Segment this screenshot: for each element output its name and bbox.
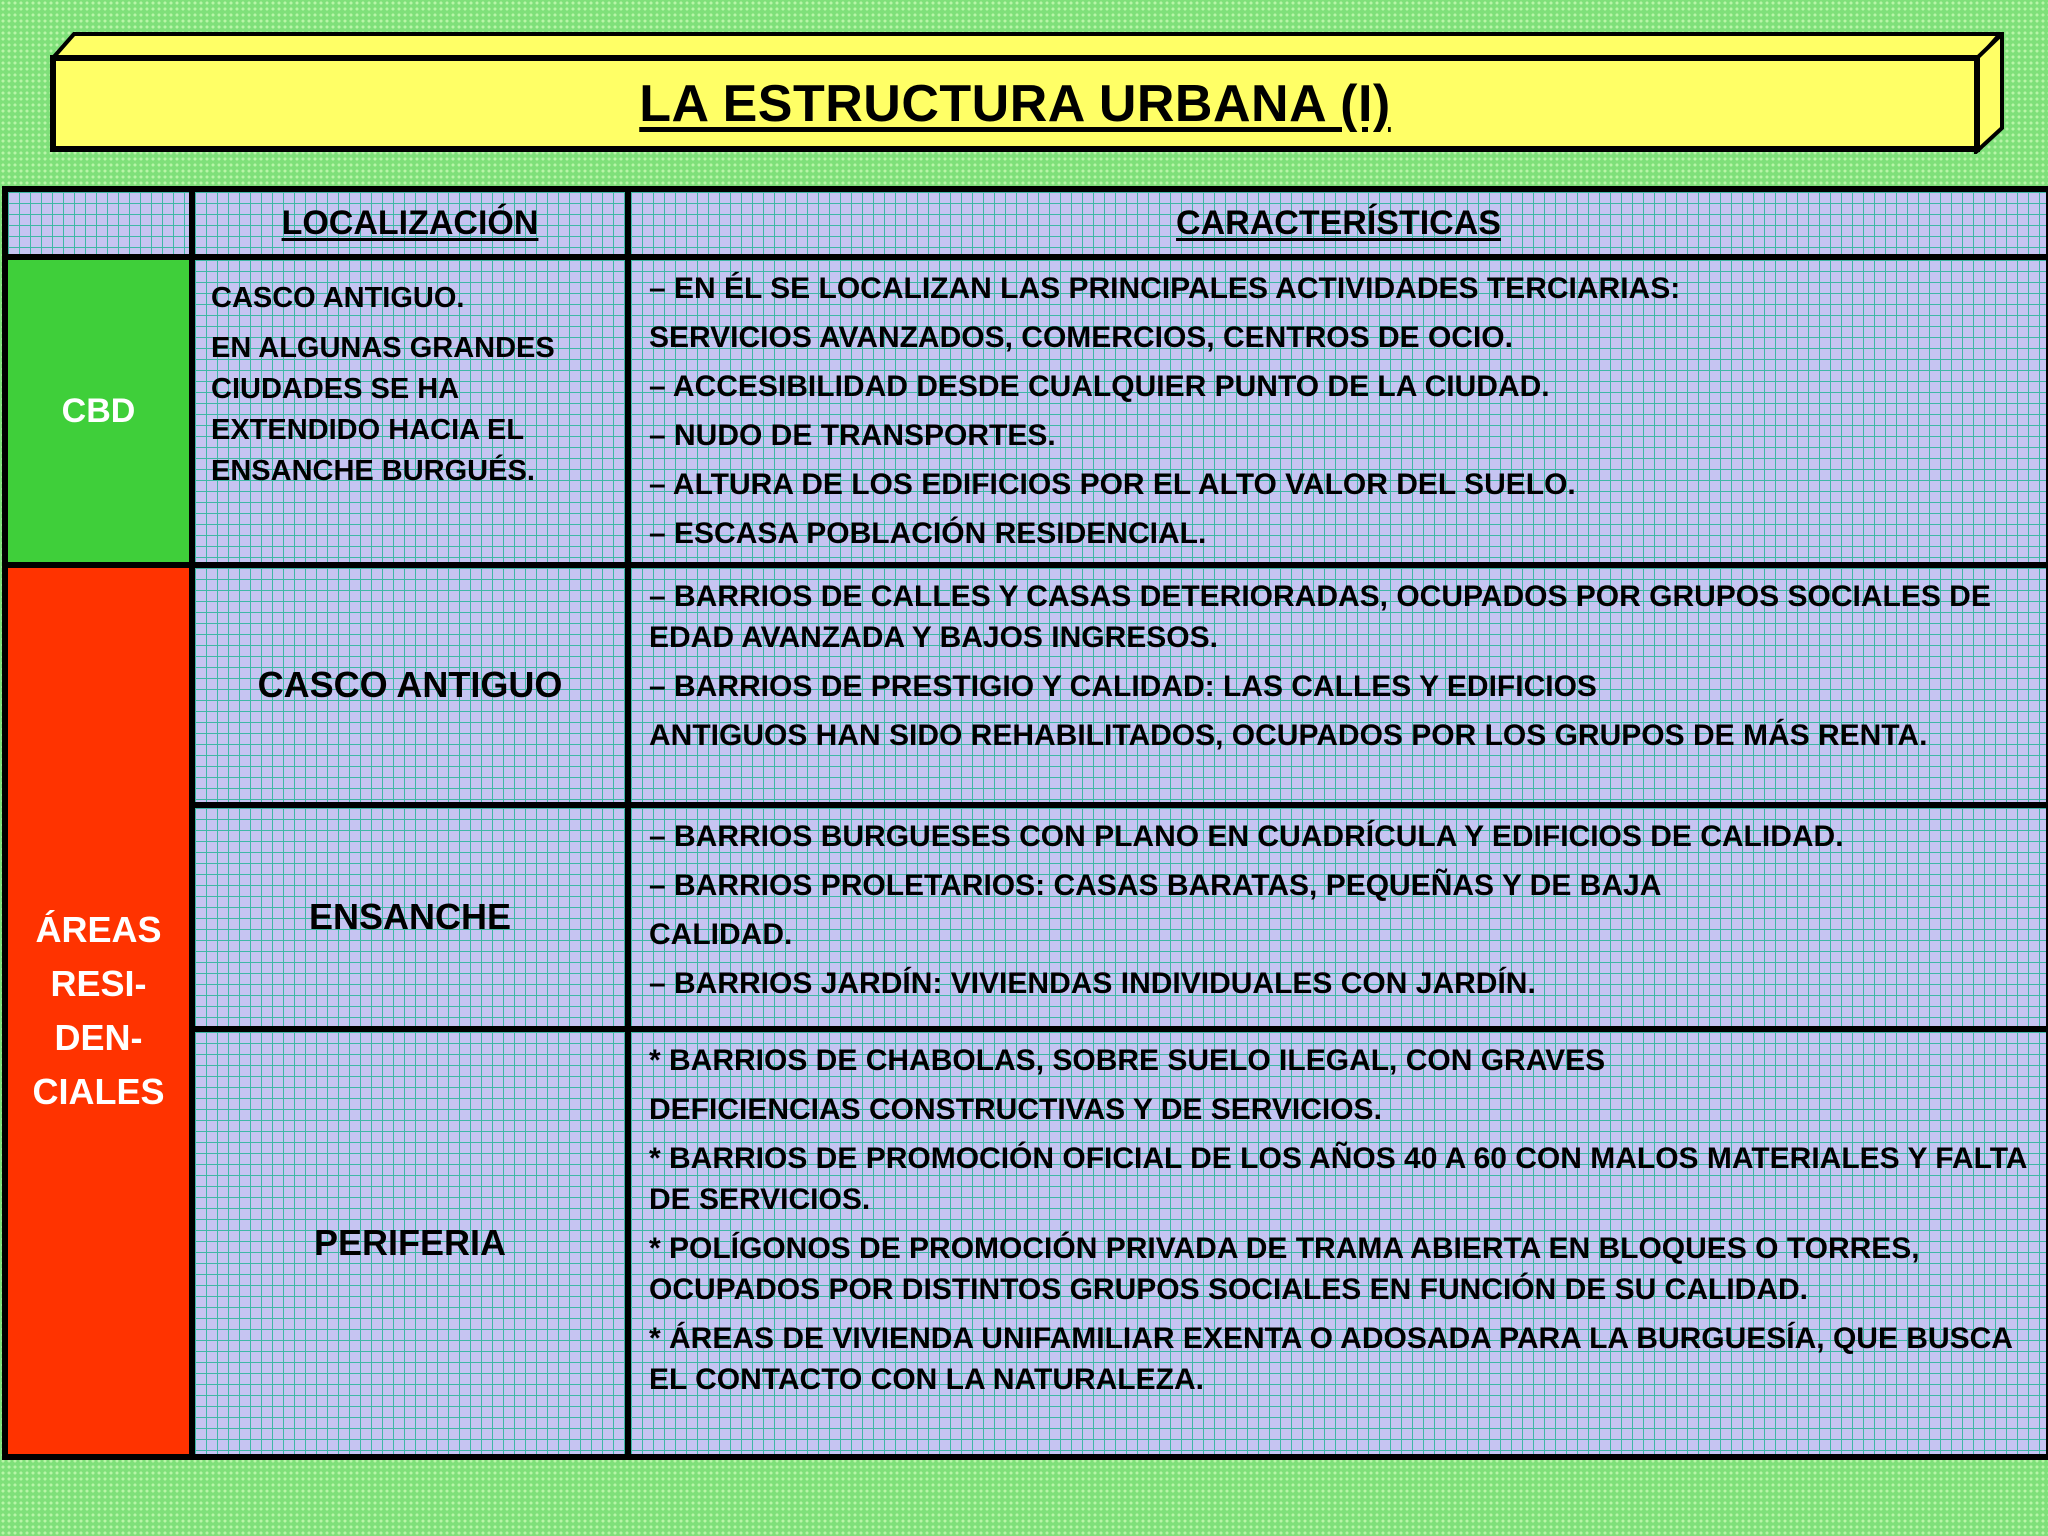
table-header-row (5, 189, 2048, 257)
header-corner-cell (5, 189, 192, 257)
characteristic-item: – EN ÉL SE LOCALIZAN LAS PRINCIPALES ACTIVIDADES TERCIARIAS: (649, 272, 1681, 305)
category-line: RESI- (50, 963, 147, 1004)
category-cbd: CBD (5, 257, 192, 565)
characteristic-item: * ÁREAS DE VIVIENDA UNIFAMILIAR EXENTA O ADOSADA PARA LA BURGUESÍA, QUE BUSCA EL CONTACTO CON LA NATURALEZA. (649, 1322, 2012, 1396)
characteristic-item: – ESCASA POBLACIÓN RESIDENCIAL. (649, 517, 1207, 550)
characteristics-casco-antiguo (628, 565, 2048, 805)
table-row-casco-antiguo (5, 565, 2048, 805)
characteristic-item: DEFICIENCIAS CONSTRUCTIVAS Y DE SERVICIOS. (649, 1093, 1382, 1126)
characteristic-item: * BARRIOS DE CHABOLAS, SOBRE SUELO ILEGAL, CON GRAVES (649, 1044, 1606, 1077)
characteristic-item: – ACCESIBILIDAD DESDE CUALQUIER PUNTO DE LA CIUDAD. (649, 370, 1550, 403)
location-periferia: PERIFERIA (192, 1029, 628, 1457)
location-casco-antiguo: CASCO ANTIGUO (192, 565, 628, 805)
page-title: LA ESTRUCTURA URBANA (I) (639, 74, 1391, 133)
category-line: CIALES (32, 1071, 165, 1112)
title-banner (50, 55, 1980, 152)
characteristics-periferia (628, 1029, 2048, 1457)
category-line: ÁREAS (35, 909, 162, 950)
header-localizacion: LOCALIZACIÓN (192, 189, 628, 257)
table-row-cbd (5, 257, 2048, 565)
location-cbd (192, 257, 628, 565)
characteristic-item: SERVICIOS AVANZADOS, COMERCIOS, CENTROS DE OCIO. (649, 321, 1513, 354)
characteristics-ensanche (628, 805, 2048, 1029)
characteristic-item: – BARRIOS PROLETARIOS: CASAS BARATAS, PEQUEÑAS Y DE BAJA (649, 869, 1662, 902)
header-caracteristicas: CARACTERÍSTICAS (628, 189, 2048, 257)
characteristic-item: – BARRIOS DE CALLES Y CASAS DETERIORADAS, OCUPADOS POR GRUPOS SOCIALES DE EDAD AVANZADA Y BAJOS INGRESOS. (649, 580, 1991, 654)
table-row-ensanche (5, 805, 2048, 1029)
characteristic-item: – ALTURA DE LOS EDIFICIOS POR EL ALTO VALOR DEL SUELO. (649, 468, 1576, 501)
characteristic-item: – BARRIOS BURGUESES CON PLANO EN CUADRÍCULA Y EDIFICIOS DE CALIDAD. (649, 820, 1844, 853)
location-line: CASCO ANTIGUO. (211, 282, 465, 314)
characteristic-item: – BARRIOS DE PRESTIGIO Y CALIDAD: LAS CALLES Y EDIFICIOS (649, 670, 1597, 703)
characteristic-item: CALIDAD. (649, 918, 793, 951)
urban-structure-table (2, 186, 2048, 1460)
characteristic-item: – BARRIOS JARDÍN: VIVIENDAS INDIVIDUALES CON JARDÍN. (649, 967, 1536, 1000)
characteristic-item: * POLÍGONOS DE PROMOCIÓN PRIVADA DE TRAMA ABIERTA EN BLOQUES O TORRES, OCUPADOS POR DISTINTOS GRUPOS SOCIALES EN FUNCIÓN DE SU CALIDAD. (649, 1232, 1920, 1306)
table-row-periferia (5, 1029, 2048, 1457)
characteristic-item: ANTIGUOS HAN SIDO REHABILITADOS, OCUPADOS POR LOS GRUPOS DE MÁS RENTA. (649, 719, 1928, 752)
location-ensanche: ENSANCHE (192, 805, 628, 1029)
characteristics-cbd (628, 257, 2048, 565)
category-line: DEN- (54, 1017, 143, 1058)
location-line: EN ALGUNAS GRANDES CIUDADES SE HA EXTENDIDO HACIA EL ENSANCHE BURGUÉS. (211, 332, 555, 487)
characteristic-item: * BARRIOS DE PROMOCIÓN OFICIAL DE LOS AÑOS 40 A 60 CON MALOS MATERIALES Y FALTA DE SERVICIOS. (649, 1142, 2027, 1216)
category-areas-residenciales (5, 565, 192, 1457)
characteristic-item: – NUDO DE TRANSPORTES. (649, 419, 1056, 452)
